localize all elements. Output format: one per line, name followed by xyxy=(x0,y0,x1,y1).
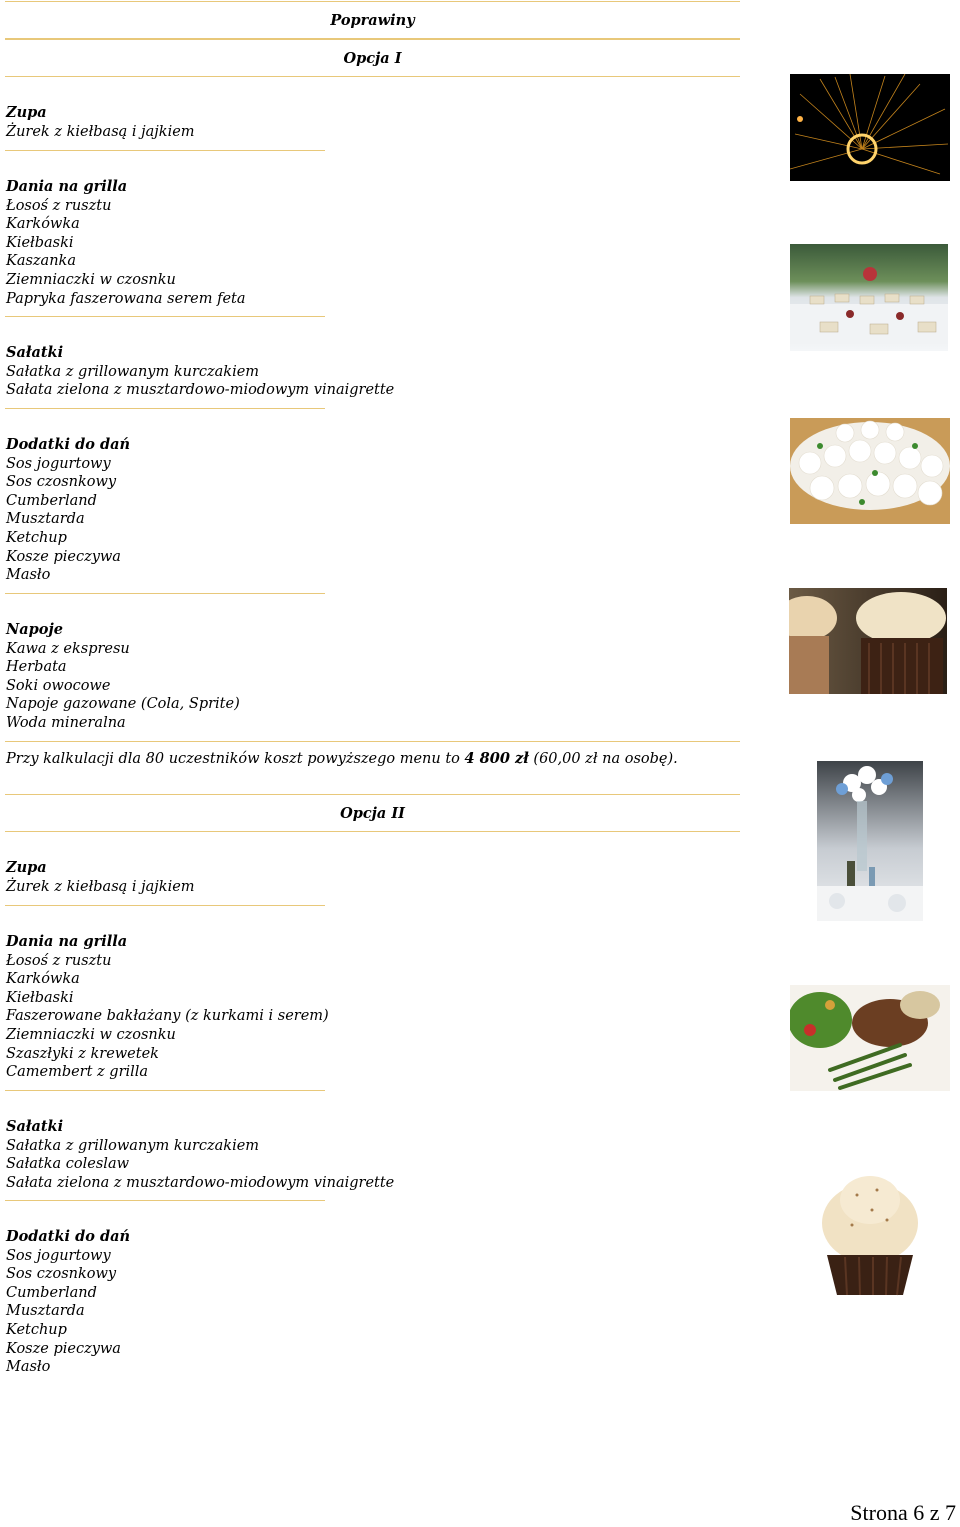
menu-item: Sałatka z grillowanym kurczakiem xyxy=(6,363,260,380)
menu-item: Sałata zielona z musztardowo-miodowym vinaigrette xyxy=(6,1174,395,1191)
section-heading: Dodatki do dań xyxy=(6,436,131,453)
menu-item: Herbata xyxy=(6,659,67,676)
menu-item: Faszerowane bakłażany (z kurkami i serem) xyxy=(6,1008,329,1025)
page-title-text: Poprawiny xyxy=(330,11,415,29)
flower-centerpiece-photo xyxy=(817,761,923,921)
option-1-title xyxy=(5,39,740,77)
menu-item: Ketchup xyxy=(6,1321,67,1338)
section-heading: Dodatki do dań xyxy=(6,1228,131,1245)
menu-item: Papryka faszerowana serem feta xyxy=(6,290,246,307)
option-1-salatki xyxy=(6,344,426,400)
menu-item: Ziemniaczki w czosnku xyxy=(6,1026,176,1043)
menu-item: Masło xyxy=(6,567,51,584)
menu-item: Szaszłyki z krewetek xyxy=(6,1045,159,1062)
menu-item: Kaszanka xyxy=(6,253,76,270)
option-2-title-text: Opcja II xyxy=(340,804,405,822)
meringue-tart-photo xyxy=(790,418,950,524)
menu-item: Woda mineralna xyxy=(6,714,126,731)
menu-item: Sałatka coleslaw xyxy=(6,1156,129,1173)
option-2-salatki xyxy=(6,1118,426,1192)
menu-item: Sałata zielona z musztardowo-miodowym vinaigrette xyxy=(6,382,395,399)
page-title xyxy=(5,1,740,39)
menu-item: Cumberland xyxy=(6,492,97,509)
menu-item: Camembert z grilla xyxy=(6,1064,149,1081)
menu-item: Sałatka z grillowanym kurczakiem xyxy=(6,1137,260,1154)
menu-item: Kiełbaski xyxy=(6,989,74,1006)
menu-item: Kosze pieczywa xyxy=(6,1340,121,1357)
fire-spin-photo xyxy=(790,74,950,181)
menu-item: Masło xyxy=(6,1359,51,1376)
section-divider xyxy=(5,150,325,151)
option-2-zupa xyxy=(6,859,426,896)
section-divider xyxy=(5,741,740,742)
section-divider xyxy=(5,1200,325,1201)
cupcakes-photo xyxy=(789,588,947,694)
option-1-dodatki xyxy=(6,436,426,585)
menu-item: Soki owocowe xyxy=(6,677,111,694)
price-amount: 4 800 zł xyxy=(464,750,529,767)
section-divider xyxy=(5,593,325,594)
menu-item: Napoje gazowane (Cola, Sprite) xyxy=(6,696,240,713)
option-1-napoje xyxy=(6,621,426,733)
section-heading: Napoje xyxy=(6,621,63,638)
menu-item: Karkówka xyxy=(6,971,80,988)
section-heading: Zupa xyxy=(6,859,47,876)
section-heading: Dania na grilla xyxy=(6,933,128,950)
page-number: Strona 6 z 7 xyxy=(850,1500,956,1525)
section-divider xyxy=(5,905,325,906)
menu-item: Żurek z kiełbasą i jajkiem xyxy=(6,878,195,895)
price-note-text: Przy kalkulacji dla 80 uczestników koszt powyższego menu to xyxy=(6,751,465,767)
menu-item: Musztarda xyxy=(6,1303,85,1320)
section-heading: Zupa xyxy=(6,104,47,121)
section-heading: Dania na grilla xyxy=(6,178,128,195)
menu-item: Ketchup xyxy=(6,529,67,546)
menu-item: Łosoś z rusztu xyxy=(6,952,112,969)
menu-item: Musztarda xyxy=(6,511,85,528)
menu-item: Kiełbaski xyxy=(6,234,74,251)
section-heading: Sałatki xyxy=(6,1118,64,1135)
option-2-title xyxy=(5,794,740,832)
grilled-dish-photo xyxy=(790,985,950,1091)
menu-item: Łosoś z rusztu xyxy=(6,197,112,214)
single-cupcake-photo xyxy=(817,1155,923,1313)
menu-item: Żurek z kiełbasą i jajkiem xyxy=(6,123,195,140)
menu-item: Sos czosnkowy xyxy=(6,1266,117,1283)
menu-item: Karkówka xyxy=(6,216,80,233)
price-note xyxy=(6,750,678,769)
menu-item: Ziemniaczki w czosnku xyxy=(6,271,176,288)
menu-item: Cumberland xyxy=(6,1284,97,1301)
menu-item: Sos jogurtowy xyxy=(6,455,111,472)
option-2-grill xyxy=(6,933,426,1082)
option-1-title-text: Opcja I xyxy=(343,49,402,67)
menu-item: Kosze pieczywa xyxy=(6,548,121,565)
section-divider xyxy=(5,1090,325,1091)
option-1-zupa xyxy=(6,104,426,141)
section-heading: Sałatki xyxy=(6,344,64,361)
section-divider xyxy=(5,408,325,409)
menu-item: Sos czosnkowy xyxy=(6,474,117,491)
option-1-grill xyxy=(6,178,426,308)
section-divider xyxy=(5,316,325,317)
price-note-tail: (60,00 zł na osobę). xyxy=(528,751,678,767)
menu-item: Sos jogurtowy xyxy=(6,1247,111,1264)
menu-item: Kawa z ekspresu xyxy=(6,640,130,657)
table-setting-photo xyxy=(790,244,948,351)
option-2-dodatki xyxy=(6,1228,426,1377)
